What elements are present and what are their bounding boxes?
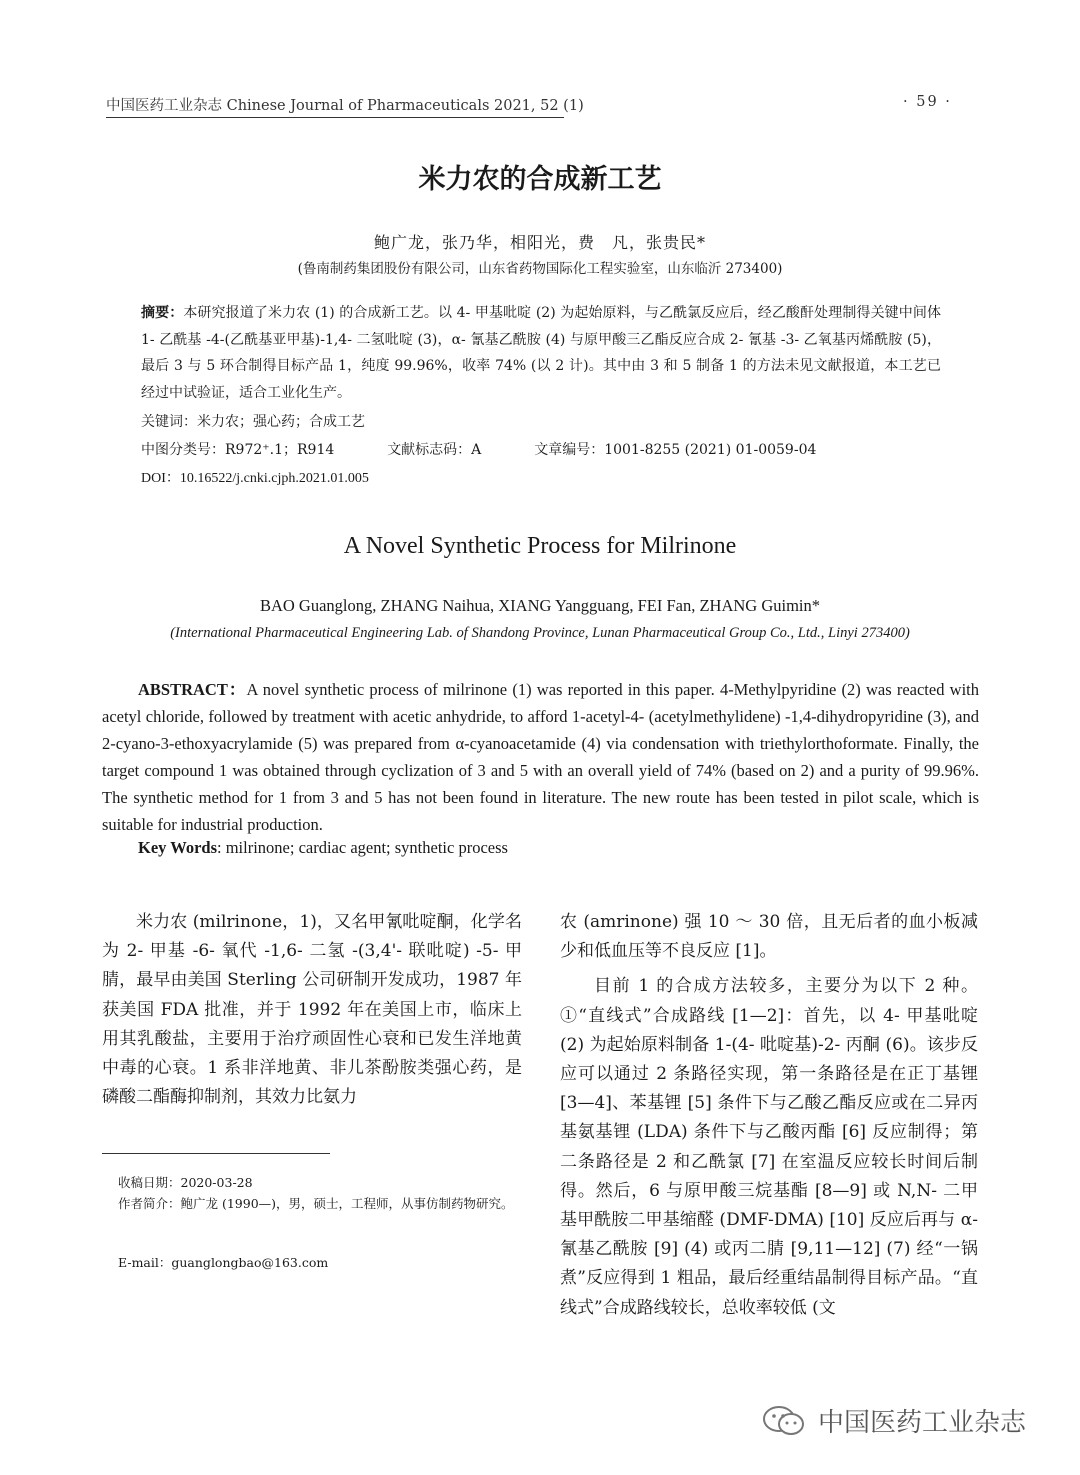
affiliation-cn: (鲁南制药集团股份有限公司，山东省药物国际化工程实验室，山东临沂 273400) — [297, 261, 783, 277]
page-number: · 59 · — [903, 94, 952, 110]
doi: DOI：10.16522/j.cnki.cjph.2021.01.005 — [141, 471, 369, 486]
abstract-cn-text: 本研究报道了米力农 (1) 的合成新工艺。以 4- 甲基吡啶 (2) 为起始原料，与乙酰氯反应后，经乙酸酐处理制得关键中间体 1- 乙酰基 -4-(乙酰基亚甲基)-1,4- 二氢吡啶 (3)，α- 氰基乙酰胺 (4) 与原甲酸三乙酯反应合成 2- 氰基 -3- 乙氧基丙烯酰胺 (5)，最后 3 与 5 环合制得目标产品 1，纯度 99.96%，收率 74% (以 2 计)。其中由 3 和 5 制备 1 的方法未见文献报道，本工艺已经过中试验证，适合工业化生产。 — [141, 305, 942, 401]
abstract-en-text: A novel synthetic process of milrinone (1) was reported in this paper. 4-Methylpyridine (2) was reacted with acetyl chloride, followed by treatment with acetic anhydride, to afford 1-acetyl-4- (acetylmethylidene) -1,4-dihydropyridine (3), and 2-cyano-3-ethoxyacrylamide (5) was prepared from α-cyanoacetamide (4) via condensation with triethylorthoformate. Finally, the target compound 1 was obtained through cyclization of 3 and 5 with an overall yield of 74% (based on 2) and a purity of 99.96%. The synthetic method for 1 from 3 and 5 has not been found in literature. The new route has been tested in pilot scale, which is suitable for industrial production. — [102, 680, 979, 834]
keywords-cn: 关键词：米力农；强心药；合成工艺 — [141, 414, 365, 430]
watermark-text: 中国医药工业杂志 — [818, 1408, 1027, 1438]
authors-cn: 鲍广龙，张乃华，相阳光，费 凡，张贵民* — [373, 233, 706, 252]
footnote-author-bio: 作者简介：鲍广龙 (1990—)，男，硕士，工程师，从事仿制药物研究。 — [118, 1196, 514, 1211]
body-left-column — [102, 908, 522, 1112]
keywords-en-label: Key Words — [138, 838, 217, 857]
abstract-cn-label: 摘要： — [141, 305, 184, 321]
clc-code: 中图分类号：R972⁺.1；R914 — [141, 442, 335, 458]
wechat-icon — [762, 1405, 806, 1437]
doc-code: 文献标志码：A — [387, 442, 482, 458]
article-number: 文章编号：1001-8255 (2021) 01-0059-04 — [534, 442, 817, 458]
body-right-paragraph-1: 农 (amrinone) 强 10 ～ 30 倍，且无后者的血小板减少和低血压等不良反应 [1]。 — [560, 912, 978, 962]
body-right-paragraph-2: 目前 1 的合成方法较多，主要分为以下 2 种。①“直线式”合成路线 [1—2]：首先，以 4- 甲基吡啶 (2) 为起始原料制备 1-(4- 吡啶基)-2- 丙酮 (6)。该步反应可以通过 2 条路径实现，第一条路径是在正丁基锂 [3—4]、苯基锂 [5] 条件下与乙酸乙酯反应或在二异丙基氨基锂 (LDA) 条件下与乙酸丙酯 [6] 反应制得；第二条路径是 2 和乙酰氯 [7] 在室温反应较长时间后制得。然后，6 与原甲酸三烷基酯 [8—9] 或 N,N- 二甲基甲酰胺二甲基缩醛 (DMF-DMA) [10] 反应后再与 α- 氰基乙酰胺 [9] (4) 或丙二腈 [9,11—12] (7) 经“一锅煮”反应得到 1 粗品，最后经重结晶制得目标产品。“直线式”合成路线较长，总收率较低 (文 — [560, 976, 978, 1318]
body-left-paragraph: 米力农 (milrinone，1)，又名甲氰吡啶酮，化学名为 2- 甲基 -6- 氧代 -1,6- 二氢 -(3,4'- 联吡啶) -5- 甲腈，最早由美国 Sterling 公司研制开发成功，1987 年获美国 FDA 批准，并于 1992 年在美国上市，临床上用其乳酸盐，主要用于治疗顽固性心衰和已发生洋地黄中毒的心衰。1 系非洋地黄、非儿茶酚胺类强心药，是磷酸二酯酶抑制剂，其效力比氨力 — [102, 912, 522, 1108]
footnote-rule — [102, 1153, 330, 1154]
affiliation-en: (International Pharmaceutical Engineering Lab. of Shandong Province, Lunan Pharmaceutical Group Co., Ltd., Linyi 273400) — [170, 625, 910, 641]
keywords-en — [138, 838, 508, 858]
title-en: A Novel Synthetic Process for Milrinone — [343, 533, 737, 559]
footnote-email: E-mail：guanglongbao@163.com — [118, 1255, 329, 1270]
journal-header: 中国医药工业杂志 Chinese Journal of Pharmaceuticals 2021, 52 (1) — [106, 98, 584, 114]
body-right-column — [560, 908, 978, 1323]
abstract-cn — [141, 300, 941, 406]
keywords-en-text: : milrinone; cardiac agent; synthetic process — [217, 838, 508, 857]
abstract-en-label: ABSTRACT — [138, 680, 228, 699]
header-rule — [106, 117, 564, 118]
wechat-watermark — [762, 1402, 1026, 1439]
authors-en: BAO Guanglong, ZHANG Naihua, XIANG Yangguang, FEI Fan, ZHANG Guimin* — [259, 596, 821, 615]
footnote-received: 收稿日期：2020-03-28 — [118, 1175, 253, 1190]
title-cn: 米力农的合成新工艺 — [418, 164, 662, 195]
classification-line — [141, 439, 941, 459]
abstract-en: ABSTRACT：A novel synthetic process of milrinone (1) was reported in this paper. 4-Methylpyridine (2) was reacted with acetyl chloride, followed by treatment with acetic anhydride, to afford 1-acetyl-4- (acetylmethylidene) -1,4-dihydropyridine (3), and 2-cyano-3-ethoxyacrylamide (5) was prepared from α-cyanoacetamide (4) via condensation with triethylorthoformate. Finally, the target compound 1 was obtained through cyclization of 3 and 5 with an overall yield of 74% (based on 2) and a purity of 99.96%. The synthetic method for 1 from 3 and 5 has not been found in literature. The new route has been tested in pilot scale, which is suitable for industrial production. — [102, 680, 979, 834]
